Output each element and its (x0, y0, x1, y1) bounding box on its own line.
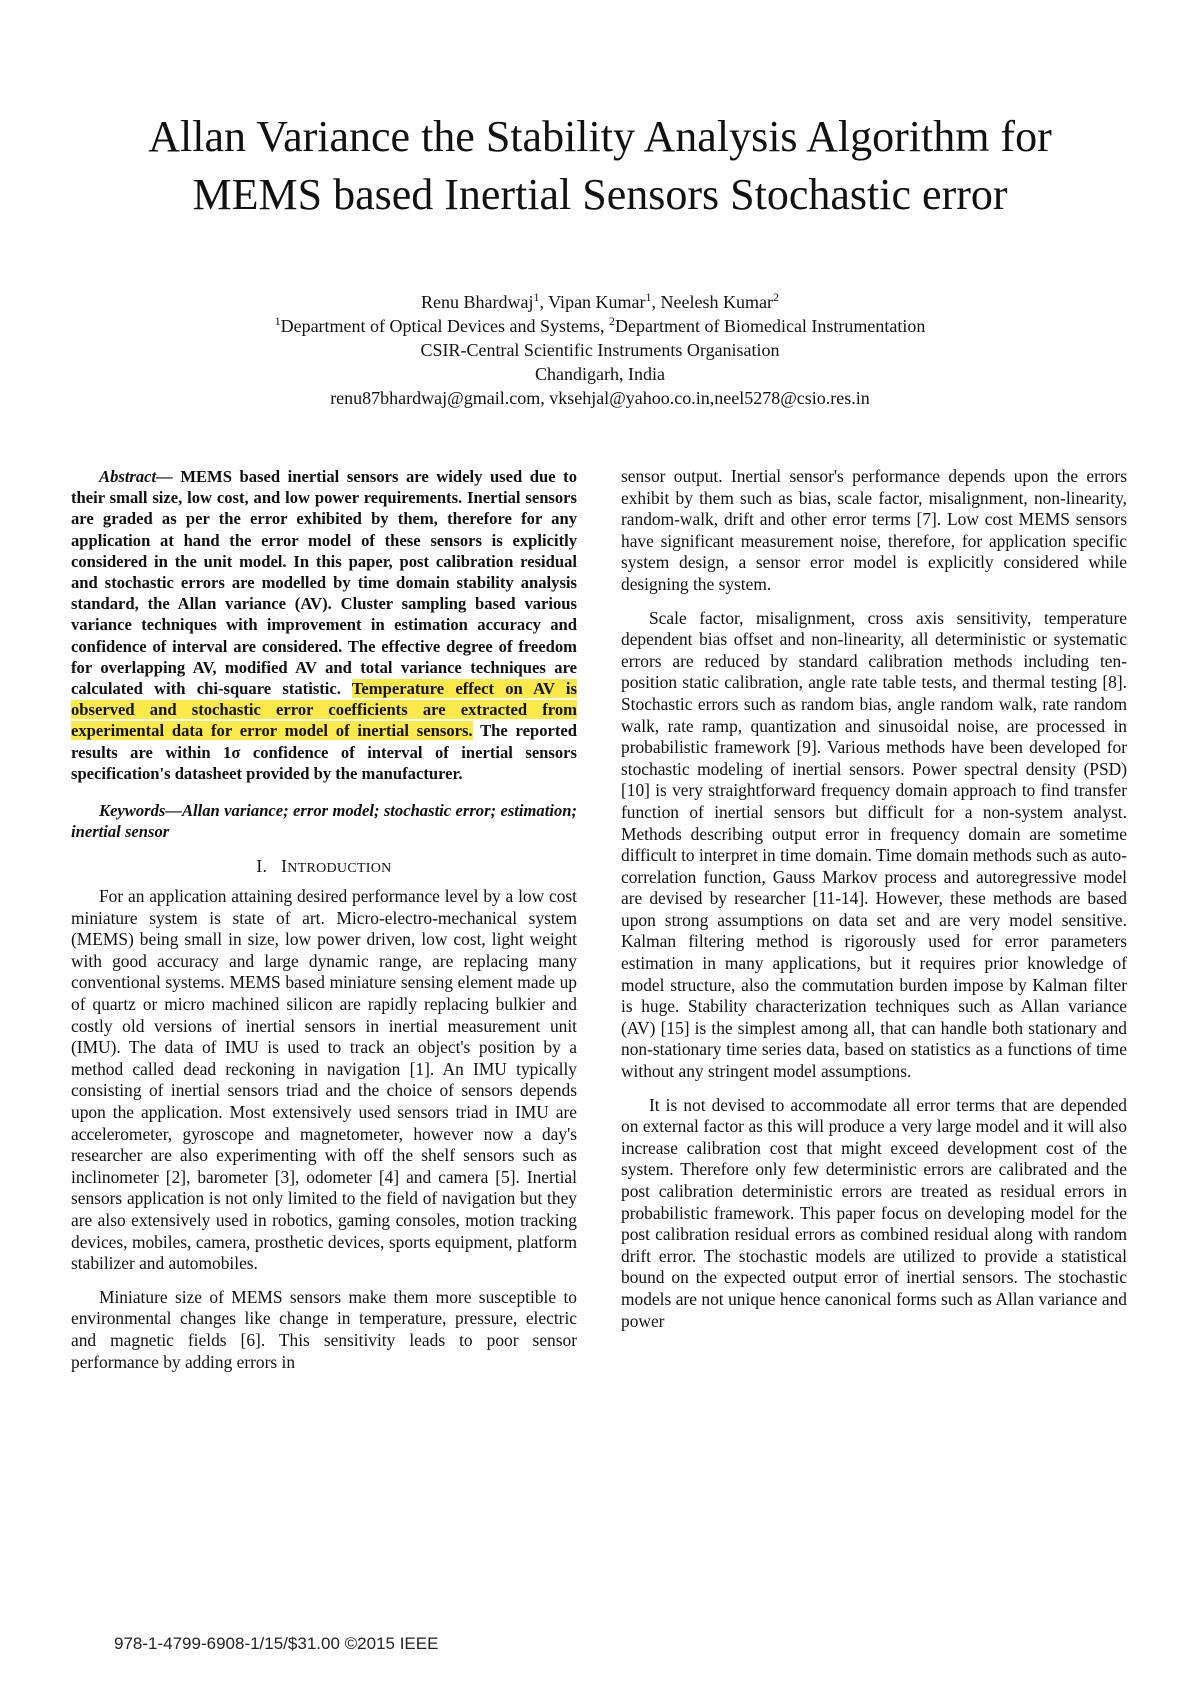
author-affiliations (60, 314, 1140, 338)
section-title-rest: NTRODUCTION (287, 861, 392, 877)
abstract-text: MEMS based inertial sensors are widely used due to their small size, low cost, and low power requirements. Inertial sensors are graded as per the error exhibited by them, therefore for any application at hand the error model of these sensors is explicitly considered in the unit model. In this paper, post calibration residual and stochastic errors are modelled by time domain stability analysis standard, the Allan variance (AV). Cluster sampling based various variance techniques with improvement in estimation accuracy and confidence of interval are considered. The effective degree of freedom for overlapping AV, modified AV and total variance techniques are calculated with chi-square statistic. (71, 467, 577, 699)
author-block (60, 290, 1140, 410)
affiliation: Department of Optical Devices and Systems, (280, 316, 609, 336)
intro-paragraph: Miniature size of MEMS sensors make them more susceptible to environmental changes like change in temperature, pressure, electric and magnetic fields [6]. This sensitivity leads to poor sensor performance by adding errors in (71, 1286, 577, 1372)
author-names (60, 290, 1140, 314)
affiliation: Department of Biomedical Instrumentation (615, 316, 926, 336)
left-column (71, 466, 577, 1385)
author-name: , Vipan Kumar (539, 292, 646, 312)
abstract-dash: — (156, 467, 181, 486)
abstract-highlight: Temperature effect on AV is observed and stochastic error coefficients are extracted from experimental data for error model of inertial sensors. (71, 679, 577, 741)
author-affiliation-mark: 1 (645, 290, 652, 304)
author-affiliation-mark: 1 (533, 290, 540, 304)
intro-paragraph: For an application attaining desired performance level by a low cost miniature system is state of art. Micro-electro-mechanical system (MEMS) being small in size, low power driven, low cost, light weight with good accuracy and large dynamic range, are replacing many conventional systems. MEMS based miniature sensing element made up of quartz or micro machined silicon are rapidly replacing bulkier and costly old versions of inertial sensors in inertial measurement unit (IMU). The data of IMU is used to track an object's position by a method called dead reckoning in navigation [1]. An IMU typically consisting of inertial sensors triad and the choice of sensors depends upon the application. Most extensively used sensors triad in IMU are accelerometer, gyroscope and magnetometer, however now a day's researcher are also experimenting with off the shelf sensors such as inclinometer [2], barometer [3], odometer [4] and camera [5]. Inertial sensors application is not only limited to the field of navigation but they are also extensively used in robotics, gaming consoles, motion tracking devices, mobiles, camera, prosthetic devices, sports equipment, platform stabilizer and automobiles. (71, 886, 577, 1274)
paper-title-line-1: Allan Variance the Stability Analysis Algorithm for (148, 112, 1052, 161)
keywords: Keywords—Allan variance; error model; stochastic error; estimation; inertial sensor (71, 801, 577, 842)
affiliation-mark: 2 (609, 314, 615, 328)
intro-paragraph: It is not devised to accommodate all error terms that are depended on external factor as this will produce a very large model and it will also increase calibration cost that might exceed development cost of the system. Therefore only few deterministic errors are calibrated and the post calibration deterministic errors are treated as residual errors in probabilistic framework. This paper focus on developing model for the post calibration residual errors as combined residual along with random drift error. The stochastic models are utilized to provide a statistical bound on the expected output error of inertial sensors. The stochastic models are not unique hence canonical forms such as Allan variance and power (621, 1094, 1127, 1331)
affiliation-mark: 1 (274, 314, 281, 328)
section-number: I. (256, 856, 268, 877)
author-emails: renu87bhardwaj@gmail.com, vksehjal@yahoo.co.in,neel5278@csio.res.in (330, 388, 870, 408)
paper-title (60, 108, 1140, 224)
copyright-footer: 978-1-4799-6908-1/15/$31.00 ©2015 IEEE (114, 1634, 439, 1653)
right-column (621, 466, 1127, 1344)
author-name: , Neelesh Kumar (651, 292, 774, 312)
intro-paragraph: Scale factor, misalignment, cross axis sensitivity, temperature dependent bias offset and non-linearity, all deterministic or systematic errors are reduced by standard calibration methods including ten-position static calibration, angle rate table tests, and thermal testing [8]. Stochastic errors such as random bias, angle random walk, rate random walk, rate ramp, quantization and sinusoidal noise, are processed in probabilistic framework [9]. Various methods have been developed for stochastic modeling of inertial sensors. Power spectral density (PSD) [10] is very straightforward frequency domain approach to find transfer function of inertial sensors but difficult for a non-system analyst. Methods describing output error in frequency domain are sometime difficult to interpret in time domain. Time domain methods such as auto-correlation function, Gauss Markov process and autoregressive model are devised by researcher [11-14]. However, these methods are based upon strong assumptions on data set and are very model sensitive. Kalman filtering method is rigorously used for error parameters estimation in many applications, but it requires prior knowledge of model structure, also the commutation burden impose by Kalman filter is huge. Stability characterization techniques such as Allan variance (AV) [15] is the simplest among all, that can handle both stationary and non-stationary time series data, based on statistics as a functions of time without any stringent model assumptions. (621, 607, 1127, 1082)
author-affiliation-mark: 2 (773, 290, 780, 304)
section-title-initial: I (281, 856, 288, 877)
author-city: Chandigarh, India (535, 364, 665, 384)
author-name: Renu Bhardwaj (420, 292, 534, 312)
abstract-lead: Abstract (99, 467, 157, 486)
author-organisation: CSIR-Central Scientific Instruments Organisation (420, 340, 780, 360)
intro-paragraph-continued: sensor output. Inertial sensor's performance depends upon the errors exhibit by them such as bias, scale factor, misalignment, non-linearity, random-walk, drift and other error terms [7]. Low cost MEMS sensors have significant measurement noise, therefore, for application specific system design, a sensor error model is explicitly considered while designing the system. (621, 466, 1127, 594)
section-heading-introduction (71, 856, 577, 880)
paper-title-line-2: MEMS based Inertial Sensors Stochastic error (192, 170, 1008, 219)
abstract (71, 466, 577, 784)
abstract-text-end: The reported results are within 1σ confidence of interval of inertial sensors specification's datasheet provided by the manufacturer. (71, 721, 577, 783)
